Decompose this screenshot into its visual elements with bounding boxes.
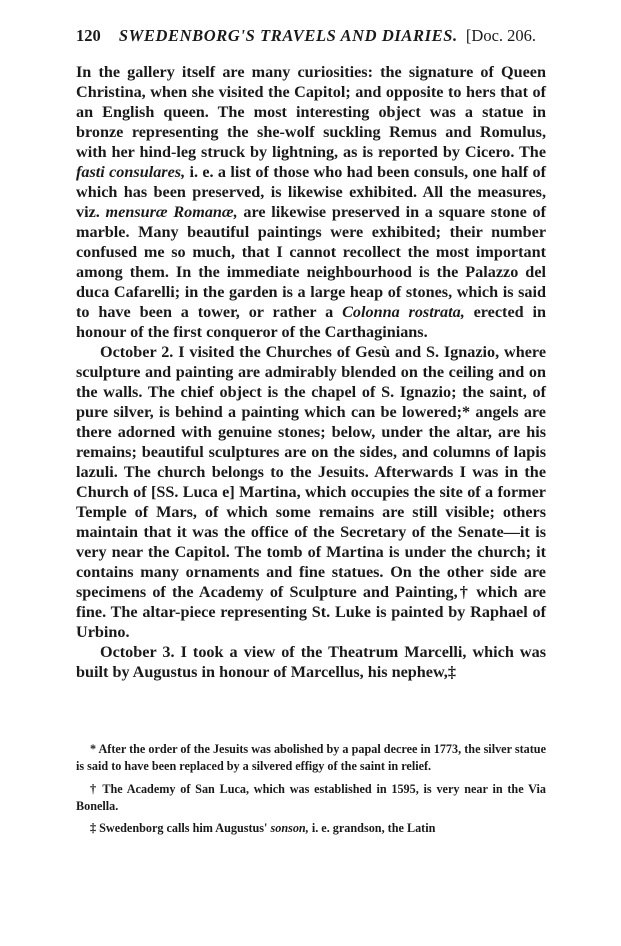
text-run: ‡ Swedenborg calls him Augustus' [90, 821, 271, 836]
footnotes [76, 741, 546, 842]
italic-term: Colonna rostrata, [342, 303, 465, 321]
footnote-double-dagger [76, 820, 546, 837]
main-text [76, 62, 546, 682]
italic-term: fasti consulares, [76, 163, 186, 181]
document-reference: [Doc. 206. [465, 26, 537, 45]
text-run: erected in honour of the first conqueror of the Carthaginians. [76, 303, 546, 341]
paragraph-october-2: October 2. I visited the Churches of Gesù and S. Ignazio, where sculpture and painting are admirably blended on the ceiling and on the walls. The chief object is the chapel of S. Ignazio; the saint, of pure silver, is behind a painting which can be lowered;* angels are there adorned with genuine stones; below, under the altar, are his remains; beautiful sculptures are on the sides, and columns of lapis lazuli. The church belongs to the Jesuits. Afterwards I was in the Church of [SS. Luca e] Martina, which occupies the site of a former Temple of Mars, of which some remains are still visible; others maintain that it was the office of the Secretary of the Senate—it is very near the Capitol. The tomb of Martina is under the church; it contains many ornaments and fine statues. On the other side are specimens of the Academy of Sculpture and Painting,† which are fine. The altar-piece representing St. Luke is painted by Raphael of Urbino. [76, 343, 546, 641]
footnote-asterisk: * After the order of the Jesuits was abolished by a papal decree in 1773, the silver statue is said to have been replaced by a silvered effigy of the saint in relief. [76, 742, 546, 774]
running-header [76, 26, 546, 46]
running-title: SWEDENBORG'S TRAVELS AND DIARIES. [118, 26, 458, 45]
page-number: 120 [76, 26, 101, 45]
text-run: are likewise preserved in a square stone of marble. Many beautiful paintings were exhibited; their number confused me so much, that I cannot recollect the most important among them. In the immediate neighbourhood is the Palazzo del duca Cafarelli; in the garden is a large heap of stones, which is said to have been a tower, or rather a [76, 203, 546, 321]
italic-term: mensuræ Romanæ, [105, 203, 238, 221]
paragraph-gallery [76, 62, 546, 342]
text-run: i. e. a list of those who had been consuls, one half of which has been preserved, is likewise exhibited. All the measures, viz. [76, 163, 546, 221]
text-run: In the gallery itself are many curiosities: the signature of Queen Christina, when she visited the Capitol; and opposite to hers that of an English queen. The most interesting object was a statue in bronze representing the she-wolf suckling Remus and Romulus, with her hind-leg struck by lightning, as is reported by Cicero. The [76, 63, 546, 161]
paragraph-october-3: October 3. I took a view of the Theatrum Marcelli, which was built by Augustus in honour of Marcellus, his nephew,‡ [76, 643, 546, 681]
footnote-dagger: † The Academy of San Luca, which was established in 1595, is very near in the Via Bonella. [76, 781, 546, 813]
text-run: i. e. grandson, the Latin [308, 821, 436, 836]
italic-term: sonson, [270, 821, 309, 836]
